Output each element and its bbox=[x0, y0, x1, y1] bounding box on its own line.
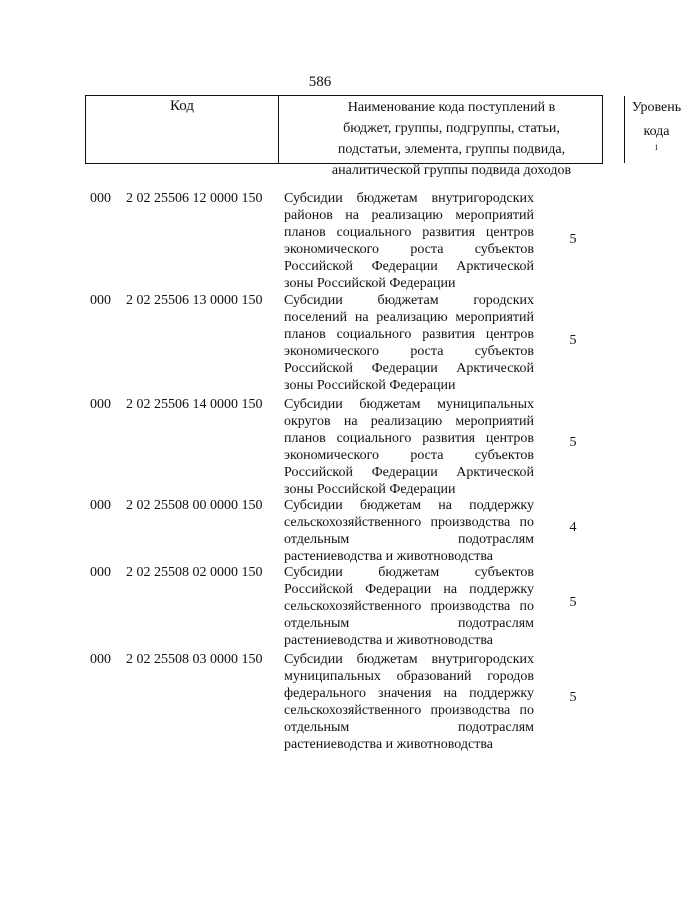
admin-code: 000 bbox=[90, 397, 111, 412]
revenue-code: 2 02 25506 12 0000 150 bbox=[126, 191, 263, 206]
admin-code: 000 bbox=[90, 293, 111, 308]
revenue-name-line: Субсидии бюджетам внутригородских bbox=[284, 652, 534, 667]
revenue-name-line: поселений на реализацию мероприятий bbox=[284, 310, 534, 325]
header-name-cell bbox=[279, 96, 625, 178]
revenue-name bbox=[284, 651, 534, 753]
revenue-name-line: зоны Российской Федерации bbox=[284, 276, 456, 291]
revenue-name-line: экономического роста субъектов bbox=[284, 448, 534, 463]
revenue-name-line: муниципальных образований городов bbox=[284, 669, 534, 684]
revenue-name-line: отдельным подотраслям bbox=[284, 720, 534, 735]
revenue-name-line: сельскохозяйственного производства по bbox=[284, 599, 534, 614]
revenue-name-line: отдельным подотраслям bbox=[284, 532, 534, 547]
revenue-name-line: Субсидии бюджетам городских bbox=[284, 293, 534, 308]
revenue-name-line: Субсидии бюджетам внутригородских bbox=[284, 191, 534, 206]
level-value: 4 bbox=[569, 520, 577, 535]
level-value: 5 bbox=[569, 690, 577, 705]
level-value: 5 bbox=[569, 595, 577, 610]
revenue-name-line: растениеводства и животноводства bbox=[284, 633, 493, 648]
header-name-line: бюджет, группы, подгруппы, статьи, bbox=[343, 121, 560, 136]
revenue-name-line: планов социального развития центров bbox=[284, 431, 534, 446]
header-name-line: аналитической группы подвида доходов bbox=[331, 163, 572, 178]
revenue-code: 2 02 25506 14 0000 150 bbox=[126, 397, 263, 412]
revenue-name-line: планов социального развития центров bbox=[284, 225, 534, 240]
revenue-name-line: экономического роста субъектов bbox=[284, 242, 534, 257]
revenue-name-line: сельскохозяйственного производства по bbox=[284, 703, 534, 718]
level-value: 5 bbox=[569, 435, 577, 450]
table-header bbox=[85, 95, 682, 178]
revenue-name bbox=[284, 497, 534, 565]
revenue-code: 2 02 25508 02 0000 150 bbox=[126, 565, 263, 580]
level-value: 5 bbox=[569, 333, 577, 348]
revenue-name bbox=[284, 190, 534, 292]
admin-code: 000 bbox=[90, 652, 111, 667]
admin-code: 000 bbox=[90, 498, 111, 513]
revenue-name bbox=[284, 292, 534, 394]
revenue-name-line: отдельным подотраслям bbox=[284, 616, 534, 631]
header-level-label: Уровень bbox=[631, 100, 682, 115]
revenue-name-line: Субсидии бюджетам субъектов bbox=[284, 565, 534, 580]
revenue-name-line: районов на реализацию мероприятий bbox=[284, 208, 534, 223]
revenue-name-line: растениеводства и животноводства bbox=[284, 549, 493, 564]
page-number: 586 bbox=[308, 74, 332, 90]
revenue-name-line: сельскохозяйственного производства по bbox=[284, 515, 534, 530]
revenue-name-line: Российской Федерации Арктической bbox=[284, 465, 534, 480]
revenue-name-line: растениеводства и животноводства bbox=[284, 737, 493, 752]
admin-code: 000 bbox=[90, 191, 111, 206]
revenue-name-line: округов на реализацию мероприятий bbox=[284, 414, 534, 429]
revenue-name-line: Субсидии бюджетам на поддержку bbox=[284, 498, 534, 513]
header-code-label: Код bbox=[170, 98, 194, 114]
revenue-name-line: зоны Российской Федерации bbox=[284, 482, 456, 497]
revenue-name-line: Российской Федерации Арктической bbox=[284, 259, 534, 274]
admin-code: 000 bbox=[90, 565, 111, 580]
revenue-name-line: Российской Федерации на поддержку bbox=[284, 582, 534, 597]
revenue-name-line: Субсидии бюджетам муниципальных bbox=[284, 397, 534, 412]
header-level-label-2: кода $^1$ bbox=[643, 124, 670, 152]
revenue-code: 2 02 25508 00 0000 150 bbox=[126, 498, 263, 513]
header-level-cell bbox=[625, 96, 688, 163]
footnote-marker: 1 bbox=[654, 143, 659, 152]
revenue-name bbox=[284, 564, 534, 649]
revenue-code: 2 02 25508 03 0000 150 bbox=[126, 652, 263, 667]
revenue-name-line: федерального значения на поддержку bbox=[284, 686, 534, 701]
header-name-line: Наименование кода поступлений в bbox=[347, 100, 556, 115]
header-name-line: подстатьи, элемента, группы подвида, bbox=[337, 142, 566, 157]
revenue-name bbox=[284, 396, 534, 498]
header-code-cell bbox=[86, 96, 279, 163]
revenue-name-line: Российской Федерации Арктической bbox=[284, 361, 534, 376]
revenue-name-line: зоны Российской Федерации bbox=[284, 378, 456, 393]
revenue-name-line: планов социального развития центров bbox=[284, 327, 534, 342]
level-value: 5 bbox=[569, 232, 577, 247]
revenue-code: 2 02 25506 13 0000 150 bbox=[126, 293, 263, 308]
revenue-name-line: экономического роста субъектов bbox=[284, 344, 534, 359]
